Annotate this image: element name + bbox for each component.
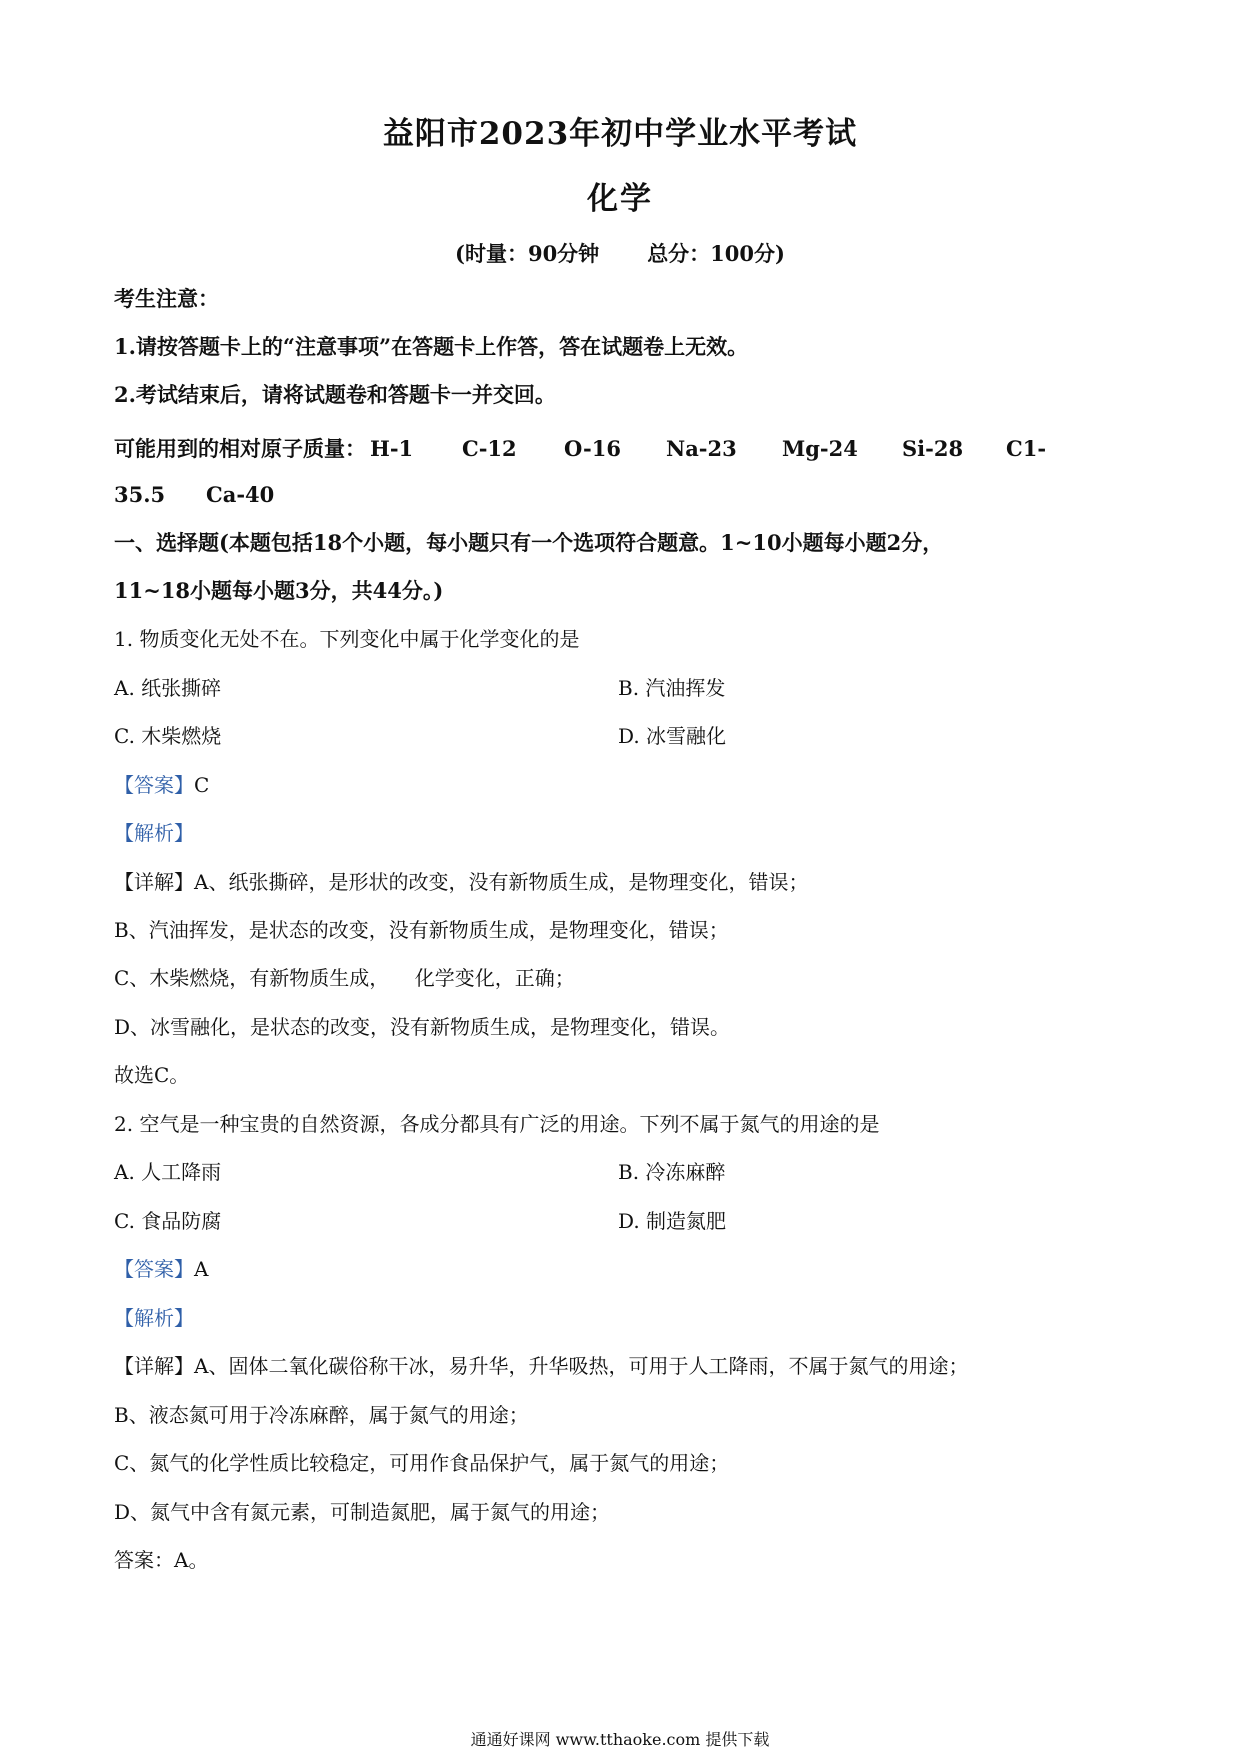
question-2-stem: 2. 空气是一种宝贵的自然资源，各成分都具有广泛的用途。下列不属于氮气的用途的是 bbox=[114, 1112, 880, 1136]
answer-value: C bbox=[194, 773, 210, 797]
atomic-mass-item: Na-23 bbox=[666, 436, 737, 461]
q1-conclusion: 故选C。 bbox=[114, 1063, 190, 1087]
answer-tag: 【答案】 bbox=[114, 773, 194, 797]
q1-detail-line: B、汽油挥发，是状态的改变，没有新物质生成，是物理变化，错误； bbox=[114, 918, 729, 942]
q1-detail-line: D、冰雪融化，是状态的改变，没有新物质生成，是物理变化，错误。 bbox=[114, 1015, 731, 1039]
atomic-mass-item: O-16 bbox=[564, 436, 622, 461]
page-footer: 通通好课网 www.tthaoke.com 提供下载 bbox=[470, 1730, 770, 1749]
q2-answer bbox=[114, 1255, 208, 1283]
detail-text: A、纸张撕碎，是形状的改变，没有新物质生成，是物理变化，错误； bbox=[194, 870, 809, 894]
atomic-mass-label: 可能用到的相对原子质量： bbox=[114, 436, 366, 461]
q2-option-d: D. 制造氮肥 bbox=[618, 1209, 727, 1233]
atomic-mass-item: C1- bbox=[1006, 436, 1047, 461]
atomic-mass-row bbox=[114, 433, 1124, 463]
q1-option-c: C. 木柴燃烧 bbox=[114, 724, 222, 748]
q1-option-a: A. 纸张撕碎 bbox=[114, 676, 222, 700]
q2-option-c: C. 食品防腐 bbox=[114, 1209, 222, 1233]
q2-option-b: B. 冷冻麻醉 bbox=[618, 1160, 726, 1184]
atomic-mass-item: 35.5 bbox=[114, 482, 166, 507]
question-1-stem: 1. 物质变化无处不在。下列变化中属于化学变化的是 bbox=[114, 627, 580, 651]
answer-tag: 【答案】 bbox=[114, 1257, 194, 1281]
detail-tag: 【详解】 bbox=[114, 1354, 194, 1378]
exam-score: 总分：100分) bbox=[647, 241, 785, 266]
section-heading-cont: 11~18小题每小题3分，共44分。) bbox=[114, 578, 444, 603]
q2-analysis-tag: 【解析】 bbox=[114, 1306, 194, 1330]
exam-subject: 化学 bbox=[587, 181, 653, 217]
atomic-mass-item: C-12 bbox=[462, 436, 517, 461]
q2-option-a: A. 人工降雨 bbox=[114, 1160, 222, 1184]
atomic-mass-row-2 bbox=[114, 481, 274, 509]
q2-detail-line: D、氮气中含有氮元素，可制造氮肥，属于氮气的用途； bbox=[114, 1500, 611, 1524]
q1-detail-line: C、木柴燃烧，有新物质生成， 化学变化，正确； bbox=[114, 966, 575, 990]
notice-heading: 考生注意： bbox=[114, 286, 219, 311]
atomic-mass-item: Mg-24 bbox=[782, 436, 858, 461]
atomic-mass-item: H-1 bbox=[370, 436, 414, 461]
q2-detail-line bbox=[114, 1352, 968, 1380]
answer-value: A bbox=[194, 1257, 209, 1281]
q1-analysis-tag: 【解析】 bbox=[114, 821, 194, 845]
exam-meta bbox=[0, 238, 1240, 268]
q2-detail-line: C、氮气的化学性质比较稳定，可用作食品保护气，属于氮气的用途； bbox=[114, 1451, 730, 1475]
q1-option-d: D. 冰雪融化 bbox=[618, 724, 727, 748]
q1-answer bbox=[114, 771, 209, 799]
detail-tag: 【详解】 bbox=[114, 870, 194, 894]
q1-option-b: B. 汽油挥发 bbox=[618, 676, 726, 700]
exam-title: 益阳市2023年初中学业水平考试 bbox=[382, 116, 858, 152]
section-heading: 一、选择题(本题包括18个小题，每小题只有一个选项符合题意。1~10小题每小题2分， bbox=[114, 530, 944, 555]
detail-text: A、固体二氧化碳俗称干冰，易升华，升华吸热，可用于人工降雨，不属于氮气的用途； bbox=[194, 1354, 969, 1378]
atomic-mass-item: Si-28 bbox=[902, 436, 964, 461]
notice-item-2: 2.考试结束后，请将试题卷和答题卡一并交回。 bbox=[114, 382, 556, 407]
notice-item-1: 1.请按答题卡上的“注意事项”在答题卡上作答，答在试题卷上无效。 bbox=[114, 334, 749, 359]
q2-detail-line: B、液态氮可用于冷冻麻醉，属于氮气的用途； bbox=[114, 1403, 529, 1427]
q1-detail-line bbox=[114, 868, 808, 896]
q2-conclusion: 答案：A。 bbox=[114, 1548, 209, 1572]
atomic-mass-item: Ca-40 bbox=[206, 482, 275, 507]
exam-time: (时量：90分钟 bbox=[455, 241, 600, 266]
